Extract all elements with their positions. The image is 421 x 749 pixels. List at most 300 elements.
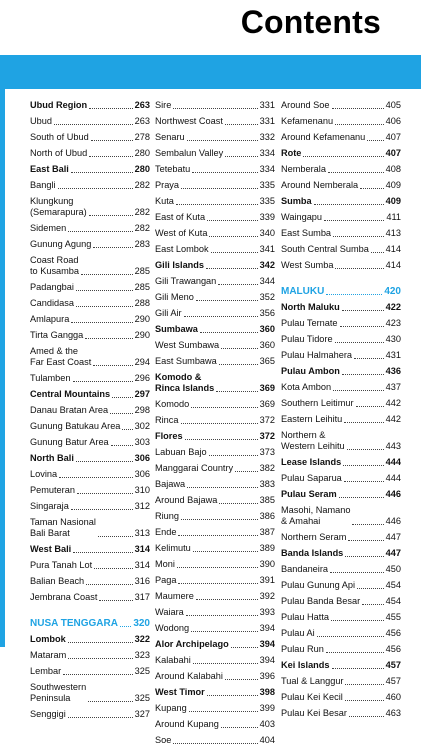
toc-page-number: 282 [134, 207, 150, 217]
toc-section-entry[interactable] [281, 487, 401, 503]
toc-page-number: 460 [385, 692, 401, 702]
toc-entry-title: Waingapu [281, 212, 323, 222]
toc-entry[interactable] [281, 380, 401, 396]
dot-leader [207, 220, 258, 221]
toc-page-number: 385 [259, 495, 275, 505]
toc-section-entry[interactable] [30, 98, 150, 114]
dot-leader [187, 140, 258, 141]
toc-entry-title: Pulau Gunung Api [281, 580, 356, 590]
toc-entry-title: Padangbai [30, 282, 74, 292]
dot-leader [328, 172, 384, 173]
toc-page-number: 335 [259, 180, 275, 190]
toc-entry[interactable] [30, 296, 150, 312]
toc-entry-title: Gunung Batukau Area [30, 421, 121, 431]
toc-section-entry[interactable] [281, 546, 401, 562]
toc-section-entry[interactable] [281, 455, 401, 471]
dot-leader [324, 220, 384, 221]
header-band [0, 55, 421, 89]
dot-leader [86, 584, 133, 585]
toc-page-number: 280 [134, 148, 150, 158]
toc-entry[interactable] [30, 499, 150, 515]
dot-leader [176, 204, 258, 205]
toc-entry[interactable] [155, 541, 275, 557]
dot-leader [178, 583, 257, 584]
toc-entry-title: East Lombok [155, 244, 209, 254]
dot-leader [93, 247, 132, 248]
toc-entry[interactable] [281, 578, 401, 594]
dot-leader [349, 716, 384, 717]
toc-entry[interactable] [281, 396, 401, 412]
toc-entry[interactable] [281, 178, 401, 194]
toc-entry[interactable] [155, 653, 275, 669]
toc-page-number: 442 [385, 398, 401, 408]
toc-entry[interactable] [30, 483, 150, 499]
toc-page-number: 392 [259, 591, 275, 601]
toc-entry-title: West Bali [30, 544, 72, 554]
dot-leader [200, 332, 258, 333]
dot-leader [209, 236, 257, 237]
toc-entry[interactable] [155, 701, 275, 717]
toc-entry-title: Praya [155, 180, 180, 190]
toc-page-number: 414 [385, 244, 401, 254]
dot-leader [99, 600, 132, 601]
toc-entry[interactable] [155, 130, 275, 146]
toc-entry[interactable] [30, 328, 150, 344]
toc-entry-title: Pulau Ai [281, 628, 315, 638]
dot-leader [178, 535, 257, 536]
toc-entry[interactable] [155, 573, 275, 589]
toc-page-number: 297 [134, 389, 150, 399]
dot-leader [181, 519, 258, 520]
toc-entry[interactable] [281, 626, 401, 642]
toc-entry[interactable] [155, 194, 275, 210]
toc-entry[interactable] [281, 412, 401, 428]
dot-leader [342, 310, 384, 311]
toc-entry-title: Klungkung (Semarapura) [30, 196, 87, 217]
toc-page-number: 335 [259, 196, 275, 206]
toc-entry[interactable] [281, 210, 401, 226]
toc-entry[interactable] [155, 354, 275, 370]
toc-page-number: 314 [134, 544, 150, 554]
toc-entry-title: Tirta Gangga [30, 330, 84, 340]
toc-entry[interactable] [281, 428, 401, 455]
toc-entry[interactable] [281, 162, 401, 178]
toc-page-number: 446 [385, 516, 401, 526]
toc-page-number: 443 [385, 441, 401, 451]
toc-entry[interactable] [30, 146, 150, 162]
toc-entry[interactable] [155, 242, 275, 258]
toc-entry[interactable] [281, 706, 401, 722]
toc-page-number: 369 [259, 383, 275, 393]
toc-entry[interactable] [281, 258, 401, 274]
dot-leader [333, 236, 384, 237]
toc-section-entry[interactable] [155, 258, 275, 274]
toc-entry[interactable] [155, 210, 275, 226]
toc-page-number: 411 [386, 212, 401, 222]
dot-leader [209, 455, 258, 456]
toc-entry[interactable] [155, 605, 275, 621]
toc-entry[interactable] [30, 280, 150, 296]
toc-entry[interactable] [155, 413, 275, 429]
toc-entry-title: Taman Nasional Bali Barat [30, 517, 96, 538]
toc-page-number: 437 [385, 382, 401, 392]
toc-entry-title: Lease Islands [281, 457, 342, 467]
toc-entry[interactable] [30, 371, 150, 387]
dot-leader [111, 445, 133, 446]
toc-section-entry[interactable] [281, 658, 401, 674]
dot-leader [332, 108, 384, 109]
toc-entry-title: Pulau Ambon [281, 366, 340, 376]
toc-page-number: 325 [134, 693, 150, 703]
toc-entry-title: Balian Beach [30, 576, 85, 586]
toc-entry[interactable] [155, 509, 275, 525]
toc-page-number: 414 [385, 260, 401, 270]
toc-entry-title: West Sumbawa [155, 340, 220, 350]
toc-page-number: 310 [134, 485, 150, 495]
toc-entry[interactable] [30, 344, 150, 371]
toc-entry[interactable] [30, 707, 150, 723]
dot-leader [193, 551, 258, 552]
toc-entry[interactable] [155, 525, 275, 541]
toc-entry-title: East Sumba [281, 228, 332, 238]
toc-entry[interactable] [155, 98, 275, 114]
toc-entry-title: Pulau Saparua [281, 473, 342, 483]
toc-entry-title: Moni [155, 559, 175, 569]
toc-section-entry[interactable] [30, 451, 150, 467]
toc-entry[interactable] [30, 403, 150, 419]
toc-entry[interactable] [155, 178, 275, 194]
toc-entry-title: Kalabahi [155, 655, 191, 665]
dot-leader [110, 413, 133, 414]
toc-entry[interactable] [155, 621, 275, 637]
toc-entry-title: Pulau Run [281, 644, 324, 654]
toc-entry[interactable] [155, 397, 275, 413]
dot-leader [225, 156, 257, 157]
toc-entry[interactable] [155, 445, 275, 461]
dot-leader [177, 567, 258, 568]
toc-entry-title: Bandaneira [281, 564, 328, 574]
toc-entry[interactable] [155, 717, 275, 733]
dot-leader [98, 536, 133, 537]
dot-leader [219, 364, 258, 365]
toc-page-number: 306 [134, 469, 150, 479]
dot-leader [357, 588, 384, 589]
toc-entry[interactable] [281, 562, 401, 578]
toc-entry[interactable] [281, 226, 401, 242]
toc-entry[interactable] [155, 477, 275, 493]
dot-leader [192, 172, 257, 173]
dot-leader [73, 381, 133, 382]
dot-leader [68, 658, 132, 659]
toc-page-number: 404 [259, 735, 275, 745]
dot-leader [58, 188, 133, 189]
toc-entry[interactable] [281, 594, 401, 610]
toc-entry[interactable] [155, 226, 275, 242]
dot-leader [345, 700, 384, 701]
toc-entry-title: MALUKU [281, 286, 325, 297]
dot-leader [89, 215, 133, 216]
toc-page-number: 313 [134, 528, 150, 538]
toc-page-number: 285 [134, 282, 150, 292]
toc-entry[interactable] [155, 306, 275, 322]
dot-leader [173, 743, 257, 744]
dot-leader [187, 487, 258, 488]
toc-page-number: 290 [134, 314, 150, 324]
toc-section-entry[interactable] [281, 194, 401, 210]
toc-page-number: 296 [134, 373, 150, 383]
toc-entry-title: Masohi, Namano & Amahai [281, 505, 351, 526]
toc-entry[interactable] [155, 162, 275, 178]
dot-leader [91, 140, 133, 141]
toc-page-number: 422 [385, 302, 401, 312]
toc-entry[interactable] [30, 574, 150, 590]
toc-entry-title: Riung [155, 511, 180, 521]
section-gap [281, 274, 401, 284]
toc-entry[interactable] [30, 467, 150, 483]
toc-entry-title: Wodong [155, 623, 190, 633]
toc-entry[interactable] [30, 178, 150, 194]
toc-page-number: 390 [259, 559, 275, 569]
toc-entry-title: North Maluku [281, 302, 340, 312]
toc-entry-title: North Bali [30, 453, 74, 463]
toc-section-entry[interactable] [30, 542, 150, 558]
toc-page-number: 409 [385, 180, 401, 190]
toc-entry[interactable] [281, 130, 401, 146]
toc-page-number: 282 [134, 223, 150, 233]
toc-entry-title: Ende [155, 527, 177, 537]
toc-entry-title: Amlapura [30, 314, 70, 324]
toc-entry-title: Pulau Hatta [281, 612, 330, 622]
toc-section-entry[interactable] [155, 637, 275, 653]
toc-entry[interactable] [281, 642, 401, 658]
dot-leader [189, 711, 258, 712]
toc-entry[interactable] [281, 348, 401, 364]
dot-leader [219, 503, 257, 504]
toc-entry[interactable] [281, 503, 401, 530]
toc-entry[interactable] [30, 253, 150, 280]
toc-region-heading[interactable] [30, 616, 150, 632]
toc-entry[interactable] [155, 274, 275, 290]
toc-page-number: 394 [259, 623, 275, 633]
dot-leader [85, 338, 132, 339]
dot-leader [184, 316, 258, 317]
toc-entry[interactable] [281, 471, 401, 487]
toc-page-number: 372 [259, 431, 275, 441]
toc-entry-title: Pemuteran [30, 485, 75, 495]
toc-page-number: 303 [134, 437, 150, 447]
toc-column-1 [30, 98, 150, 723]
toc-entry[interactable] [30, 419, 150, 435]
toc-page-number: 334 [259, 164, 275, 174]
toc-entry[interactable] [155, 557, 275, 573]
toc-page-number: 372 [259, 415, 275, 425]
dot-leader [181, 188, 258, 189]
toc-page-number: 327 [134, 709, 150, 719]
toc-entry[interactable] [281, 242, 401, 258]
dot-leader [367, 140, 383, 141]
toc-entry[interactable] [155, 733, 275, 749]
toc-section-entry[interactable] [155, 685, 275, 701]
toc-entry-title: Banda Islands [281, 548, 344, 558]
toc-section-entry[interactable] [155, 322, 275, 338]
dot-leader [196, 599, 258, 600]
toc-entry[interactable] [30, 130, 150, 146]
toc-entry-title: East Sumbawa [155, 356, 217, 366]
toc-entry[interactable] [281, 690, 401, 706]
dot-leader [206, 268, 258, 269]
toc-entry[interactable] [30, 237, 150, 253]
toc-page-number: 450 [385, 564, 401, 574]
toc-entry[interactable] [281, 316, 401, 332]
toc-page-number: 405 [385, 100, 401, 110]
toc-section-entry[interactable] [155, 370, 275, 397]
toc-entry-title: Kei Islands [281, 660, 330, 670]
page-title: Contents [240, 4, 381, 40]
toc-entry[interactable] [30, 558, 150, 574]
toc-section-entry[interactable] [281, 146, 401, 162]
dot-leader [68, 717, 133, 718]
toc-entry[interactable] [155, 493, 275, 509]
toc-column-2 [155, 98, 275, 749]
toc-entry-title: West Timor [155, 687, 205, 697]
toc-entry[interactable] [30, 648, 150, 664]
toc-entry[interactable] [30, 221, 150, 237]
toc-entry-title: Candidasa [30, 298, 74, 308]
toc-entry[interactable] [30, 435, 150, 451]
toc-page-number: 263 [134, 100, 150, 110]
toc-entry-title: Gunung Agung [30, 239, 92, 249]
dot-leader [339, 497, 384, 498]
dot-leader [342, 374, 384, 375]
toc-entry-title: Sumba [281, 196, 312, 206]
toc-page-number: 285 [134, 266, 150, 276]
toc-entry[interactable] [155, 669, 275, 685]
toc-entry[interactable] [30, 194, 150, 221]
toc-section-entry[interactable] [155, 429, 275, 445]
toc-page-number: 360 [259, 324, 275, 334]
toc-entry[interactable] [155, 290, 275, 306]
toc-column-3 [281, 98, 401, 722]
toc-page-number: 420 [384, 286, 401, 297]
toc-page-number: 444 [385, 473, 401, 483]
toc-page-number: 391 [259, 575, 275, 585]
toc-entry-title: Gili Trawangan [155, 276, 217, 286]
dot-leader [120, 626, 131, 627]
toc-page-number: 331 [259, 116, 275, 126]
dot-leader [68, 231, 132, 232]
toc-page-number: 423 [385, 318, 401, 328]
dot-leader [225, 124, 258, 125]
toc-section-entry[interactable] [281, 300, 401, 316]
toc-page-number: 383 [259, 479, 275, 489]
toc-entry[interactable] [155, 114, 275, 130]
toc-entry[interactable] [30, 590, 150, 606]
toc-entry-title: Kupang [155, 703, 187, 713]
toc-entry-title: Eastern Leihitu [281, 414, 343, 424]
toc-entry-title: Around Kupang [155, 719, 219, 729]
dot-leader [185, 439, 258, 440]
toc-entry[interactable] [30, 680, 150, 707]
toc-page-number: 457 [385, 660, 401, 670]
toc-entry[interactable] [281, 530, 401, 546]
toc-entry[interactable] [30, 312, 150, 328]
toc-entry-title: East of Kuta [155, 212, 206, 222]
toc-entry-title: Kefamenanu [281, 116, 334, 126]
dot-leader [356, 406, 384, 407]
toc-section-entry[interactable] [281, 364, 401, 380]
toc-entry-title: Gili Meno [155, 292, 194, 302]
dot-leader [73, 552, 132, 553]
dot-leader [88, 701, 132, 702]
toc-entry-title: Gili Islands [155, 260, 205, 270]
toc-entry-title: Pulau Ternate [281, 318, 338, 328]
toc-page-number: 314 [134, 560, 150, 570]
toc-page-number: 278 [134, 132, 150, 142]
toc-section-entry[interactable] [30, 632, 150, 648]
toc-entry[interactable] [281, 114, 401, 130]
toc-entry[interactable] [281, 674, 401, 690]
toc-entry-title: Lembar [30, 666, 62, 676]
toc-entry-title: Rinca [155, 415, 179, 425]
toc-section-entry[interactable] [30, 387, 150, 403]
dot-leader [207, 695, 258, 696]
dot-leader [326, 294, 382, 295]
toc-entry-title: Around Kalabahi [155, 671, 223, 681]
dot-leader [173, 108, 257, 109]
toc-page-number: 339 [259, 212, 275, 222]
toc-page-number: 373 [259, 447, 275, 457]
dot-leader [77, 493, 133, 494]
toc-entry[interactable] [155, 338, 275, 354]
toc-page-number: 352 [259, 292, 275, 302]
toc-entry-title: Around Bajawa [155, 495, 218, 505]
toc-region-heading[interactable] [281, 284, 401, 300]
toc-entry[interactable] [155, 146, 275, 162]
toc-page-number: 312 [134, 501, 150, 511]
toc-page-number: 263 [134, 116, 150, 126]
dot-leader [354, 358, 384, 359]
toc-page-number: 406 [385, 116, 401, 126]
toc-entry-title: Lovina [30, 469, 58, 479]
toc-entry[interactable] [281, 332, 401, 348]
toc-section-entry[interactable] [30, 162, 150, 178]
toc-entry-title: Nemberala [281, 164, 326, 174]
toc-page-number: 282 [134, 180, 150, 190]
toc-page-number: 396 [259, 671, 275, 681]
dot-leader [344, 422, 383, 423]
dot-leader [231, 647, 258, 648]
toc-page-number: 393 [259, 607, 275, 617]
toc-entry[interactable] [281, 610, 401, 626]
toc-entry[interactable] [155, 589, 275, 605]
toc-page-number: 442 [385, 414, 401, 424]
toc-entry-title: East Bali [30, 164, 69, 174]
dot-leader [347, 449, 384, 450]
dot-leader [340, 326, 384, 327]
toc-page-number: 294 [134, 357, 150, 367]
dot-leader [348, 540, 383, 541]
toc-entry-title: Bangli [30, 180, 56, 190]
toc-entry-title: Paga [155, 575, 177, 585]
toc-entry[interactable] [30, 114, 150, 130]
toc-page-number: 454 [385, 596, 401, 606]
toc-entry[interactable] [155, 461, 275, 477]
toc-entry[interactable] [30, 664, 150, 680]
toc-entry[interactable] [30, 515, 150, 542]
toc-page-number: 322 [134, 634, 150, 644]
toc-entry[interactable] [281, 98, 401, 114]
toc-entry-title: Around Nemberala [281, 180, 359, 190]
